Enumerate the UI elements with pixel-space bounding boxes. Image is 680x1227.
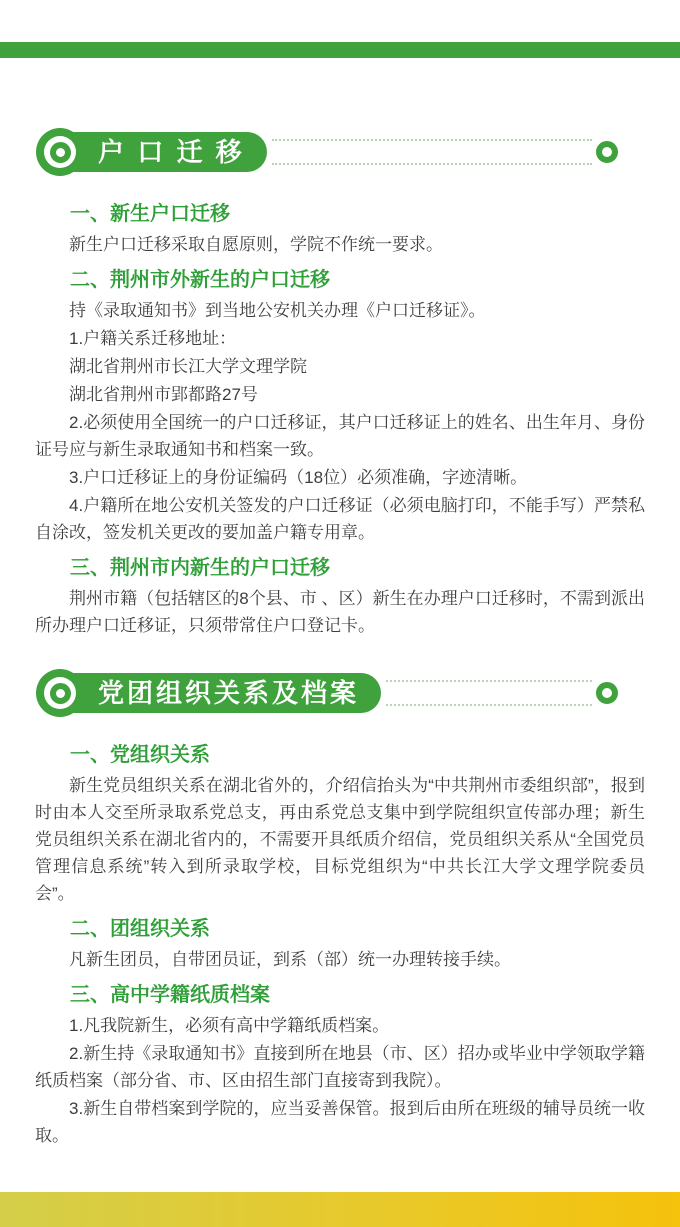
body-paragraph: 荆州市籍（包括辖区的8个县、市 、区）新生在办理户口迁移时，不需到派出所办理户口迁移证，只须带常住户口登记卡。 <box>35 589 645 635</box>
bullseye-white-ring <box>44 677 76 709</box>
bullseye-green-ring <box>50 142 71 163</box>
body-paragraph: 持《录取通知书》到当地公安机关办理《户口迁移证》。 <box>69 301 486 320</box>
section-body <box>35 743 645 1149</box>
dotted-leader <box>386 680 592 706</box>
subsection-heading: 二、荆州市外新生的户口迁移 <box>70 269 330 291</box>
body-paragraph: 3.新生自带档案到学院的，应当妥善保管。报到后由所在班级的辅导员统一收取。 <box>35 1099 645 1145</box>
bullseye-center <box>56 148 65 157</box>
subsection-heading: 一、党组织关系 <box>70 744 210 766</box>
subsection-heading: 三、荆州市内新生的户口迁移 <box>70 557 330 579</box>
section-body <box>35 202 645 639</box>
page-content <box>0 128 680 1179</box>
bullseye-icon <box>36 128 84 176</box>
body-paragraph: 2.必须使用全国统一的户口迁移证，其户口迁移证上的姓名、出生年月、身份证号应与新生录取通知书和档案一致。 <box>35 413 645 459</box>
bullseye-green-ring <box>50 683 71 704</box>
subsection-heading: 一、新生户口迁移 <box>70 203 230 225</box>
section-title-pill <box>58 673 381 713</box>
bullseye-icon <box>36 669 84 717</box>
body-paragraph: 1.凡我院新生，必须有高中学籍纸质档案。 <box>69 1016 390 1035</box>
dotted-leader <box>272 139 592 165</box>
ring-icon <box>596 682 618 704</box>
body-paragraph: 新生户口迁移采取自愿原则，学院不作统一要求。 <box>69 235 443 254</box>
subsection-heading: 三、高中学籍纸质档案 <box>70 984 270 1006</box>
section-banner <box>36 669 618 717</box>
section-title: 户 口 迁 移 <box>98 137 245 167</box>
bottom-accent-bar <box>0 1192 680 1227</box>
body-paragraph: 凡新生团员，自带团员证，到系（部）统一办理转接手续。 <box>69 950 511 969</box>
ring-icon <box>596 141 618 163</box>
section-title-pill <box>58 132 267 172</box>
body-paragraph: 1.户籍关系迁移地址： <box>69 329 237 348</box>
top-accent-bar <box>0 42 680 58</box>
body-paragraph: 2.新生持《录取通知书》直接到所在地县（市、区）招办或毕业中学领取学籍纸质档案（部分省、市、区由招生部门直接寄到我院）。 <box>35 1044 645 1090</box>
body-paragraph: 3.户口迁移证上的身份证编码（18位）必须准确，字迹清晰。 <box>69 468 528 487</box>
bullseye-white-ring <box>44 136 76 168</box>
bullseye-center <box>56 689 65 698</box>
body-paragraph: 4.户籍所在地公安机关签发的户口迁移证（必须电脑打印，不能手写）严禁私自涂改，签发机关更改的要加盖户籍专用章。 <box>35 496 645 542</box>
body-paragraph: 新生党员组织关系在湖北省外的，介绍信抬头为“中共荆州市委组织部”，报到时由本人交至所录取系党总支，再由系党总支集中到学院组织宣传部办理；新生党员组织关系在湖北省内的，不需要开具纸质介绍信，党员组织关系从“全国党员管理信息系统”转入到所录取学校，目标党组织为“中共长江大学文理学院委员会”。 <box>35 776 645 903</box>
body-paragraph: 湖北省荆州市郢都路27号 <box>69 385 258 404</box>
subsection-heading: 二、团组织关系 <box>70 918 210 940</box>
section-title: 党团组织关系及档案 <box>98 678 360 708</box>
body-paragraph: 湖北省荆州市长江大学文理学院 <box>69 357 307 376</box>
section-banner <box>36 128 618 176</box>
